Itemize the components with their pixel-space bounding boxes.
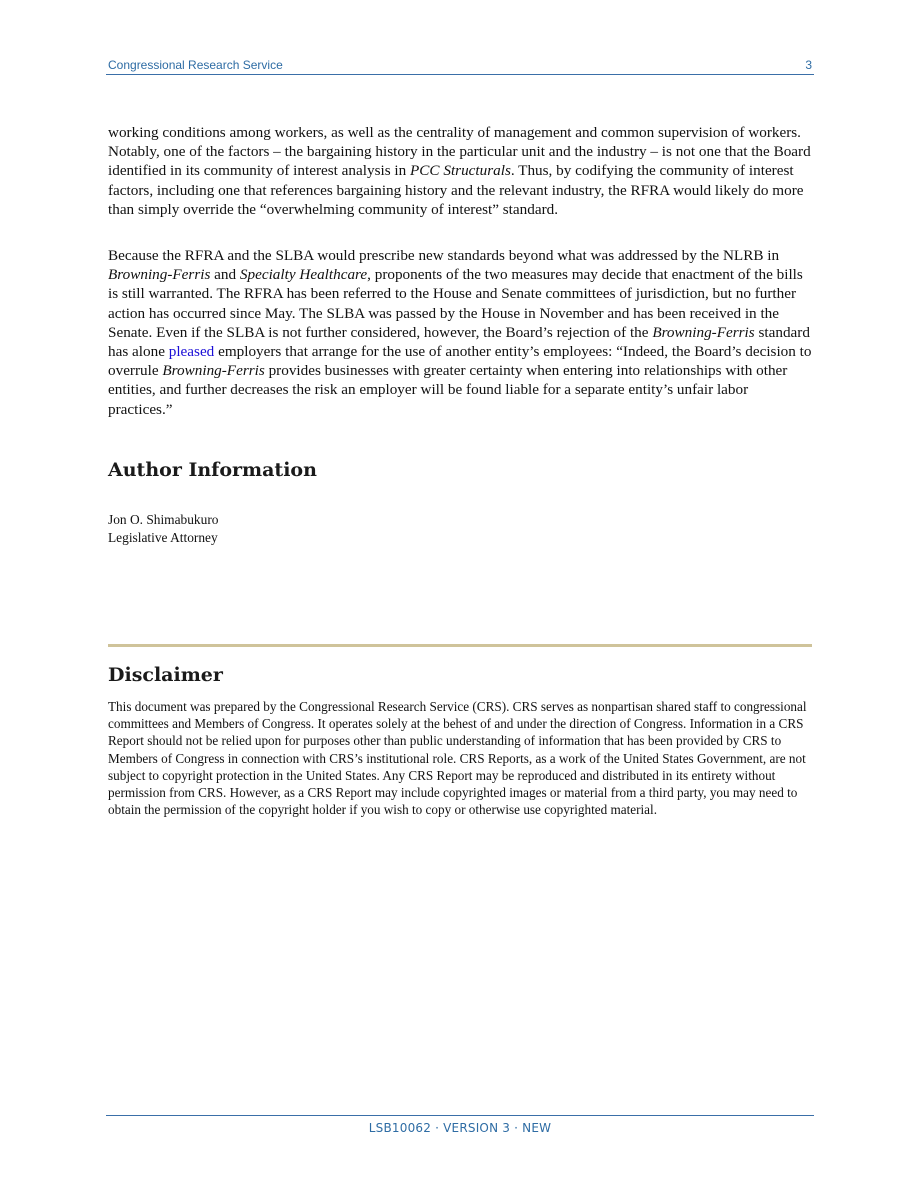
body-paragraph-2 bbox=[108, 246, 814, 419]
case-name: Browning-Ferris bbox=[108, 266, 211, 284]
author-block bbox=[108, 511, 218, 546]
text-run: Because the RFRA and the SLBA would prescribe new standards beyond what was addressed by the NLRB in bbox=[108, 247, 780, 264]
case-name: PCC Structurals bbox=[410, 162, 511, 180]
text-run: working conditions among workers, as well as the centrality of management and common supervision of workers. Notably, one of the factors – the bargaining history in the particular unit and the industry – is not one that the Board identified in its community of interest analysis in bbox=[108, 124, 811, 180]
page-footer bbox=[106, 1115, 814, 1135]
author-information-heading: Author Information bbox=[108, 459, 317, 481]
text-run: , proponents of the two measures may decide that enactment of the bills is still warranted. The RFRA has been referred to the House and Senate committees of jurisdiction, but no further action has occurred since May. The SLBA was passed by the House in November and has been received in the Senate. Even if the SLBA is not further considered, however, the Board’s rejection of the bbox=[108, 266, 803, 341]
text-run: and bbox=[210, 266, 240, 284]
text-run: . Thus, by codifying the community of interest factors, including one that references bargaining history and the relevant industry, the RFRA would likely do more than simply override the “overwhelming community of interest” standard. bbox=[108, 162, 804, 218]
text-run: provides businesses with greater certainty when entering into relationships with other entities, and further decreases the risk an employer will be found liable for a separate entity’s unfair labor practices.” bbox=[108, 362, 788, 418]
case-name: Browning-Ferris bbox=[652, 323, 755, 341]
case-name: Browning-Ferris bbox=[162, 362, 265, 380]
section-divider bbox=[108, 644, 812, 647]
footer-document-id: LSB10062 · VERSION 3 · NEW bbox=[368, 1121, 552, 1135]
case-name: Specialty Healthcare bbox=[239, 266, 368, 284]
pleased-link[interactable]: pleased bbox=[168, 343, 215, 361]
text-run: employers that arrange for the use of another entity’s employees: “Indeed, the Board’s decision to overrule bbox=[108, 343, 812, 380]
page-number: 3 bbox=[805, 58, 812, 72]
text-run: standard has alone bbox=[108, 323, 810, 361]
header-publisher: Congressional Research Service bbox=[108, 58, 283, 72]
disclaimer-text: This document was prepared by the Congressional Research Service (CRS). CRS serves as nonpartisan shared staff to congressional committees and Members of Congress. It operates solely at the behest of and under the direction of Congress. Information in a CRS Report should not be relied upon for purposes other than public understanding of information that has been provided by CRS to Members of Congress in connection with CRS’s institutional role. CRS Reports, as a work of the United States Government, are not subject to copyright protection in the United States. Any CRS Report may be reproduced and distributed in its entirety without permission from CRS. However, as a CRS Report may include copyrighted images or material from a third party, you may need to obtain the permission of the copyright holder if you wish to copy or otherwise use copyrighted material. bbox=[108, 699, 807, 818]
page-header bbox=[106, 56, 814, 75]
author-name: Jon O. Shimabukuro bbox=[108, 512, 219, 527]
author-title: Legislative Attorney bbox=[108, 529, 218, 545]
disclaimer-heading: Disclaimer bbox=[108, 664, 223, 686]
body-paragraph-1 bbox=[108, 123, 814, 219]
